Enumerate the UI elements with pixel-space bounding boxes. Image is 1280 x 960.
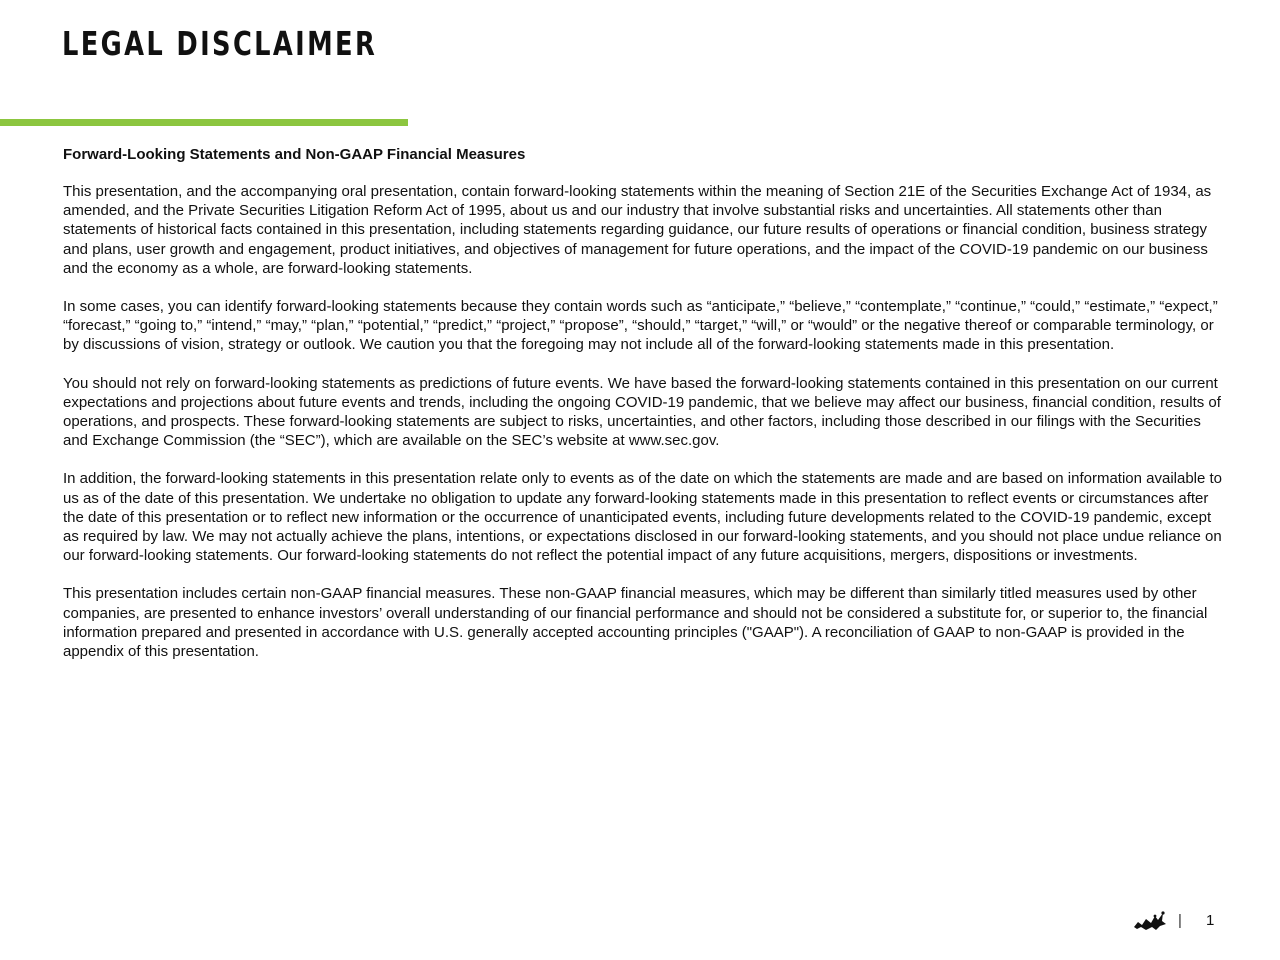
paragraph-non-gaap: This presentation includes certain non-GAAP financial measures. These non-GAAP financial measures, which may be different than similarly titled measures used by other companies, are presented to enhance investors’ overall understanding of our financial performance and should not be considered a substitute for, or superior to, the financial information prepared and presented in accordance with U.S. generally accepted accounting principles ("GAAP"). A reconciliation of GAAP to non-GAAP is provided in the appendix of this presentation. [63, 585, 1208, 661]
footer-divider: | [1178, 912, 1182, 929]
paragraph-reliance: You should not rely on forward-looking statements as predictions of future events. We have based the forward-looking statements contained in this presentation on our current expectations and projections about future events and trends, including the ongoing COVID-19 pandemic, that we believe may affect our business, financial condition, results of operations, and prospects. These forward-looking statements are subject to risks, uncertainties, and other factors, including those described in our filings with the Securities and Exchange Commission (the “SEC”), which are available on the SEC’s website at www.sec.gov. [63, 374, 1221, 450]
paragraph-forward-looking: This presentation, and the accompanying oral presentation, contain forward-looking statements within the meaning of Section 21E of the Securities Exchange Act of 1934, as amended, and the Private Securities Litigation Reform Act of 1995, about us and our industry that involve substantial risks and uncertainties. All statements other than statements of historical facts contained in this presentation, including statements regarding guidance, our future results of operations or financial condition, business strategy and plans, user growth and engagement, product initiatives, and objectives of management for future operations, and the impact of the COVID-19 pandemic on our business and the economy as a whole, are forward-looking statements. [63, 183, 1212, 277]
paragraph-identifying-words: In some cases, you can identify forward-looking statements because they contain words such as “anticipate,” “believe,” “contemplate,” “continue,” “could,” “estimate,” “expect,” “forecast,” “going to,” “intend,” “may,” “plan,” “potential,” “predict,” “project,” “propose”, “should,” “target,” “will,” or “would” or the negative thereof or comparable terminology, or by discussions of vision, strategy or outlook. We caution you that the foregoing may not include all of the forward-looking statements made in this presentation. [63, 298, 1218, 354]
slide-title: LEGAL DISCLAIMER [62, 24, 378, 63]
disclaimer-body [63, 145, 1223, 680]
accent-bar [0, 119, 408, 126]
page-number: 1 [1206, 912, 1215, 929]
paragraph-date-limitation: In addition, the forward-looking statements in this presentation relate only to events as of the date on which the statements are made and are based on information available to us as of the date of this presentation. We undertake no obligation to update any forward-looking statements made in this presentation to reflect events or circumstances after the date of this presentation or to reflect new information or the occurrence of unanticipated events, including future developments related to the COVID-19 pandemic, except as required by law. We may not actually achieve the plans, intentions, or expectations disclosed in our forward-looking statements, and you should not place undue reliance on our forward-looking statements. Our forward-looking statements do not reflect the potential impact of any future acquisitions, mergers, dispositions or investments. [63, 470, 1223, 565]
section-heading: Forward-Looking Statements and Non-GAAP Financial Measures [63, 146, 526, 163]
crown-logo-icon [1132, 910, 1168, 932]
